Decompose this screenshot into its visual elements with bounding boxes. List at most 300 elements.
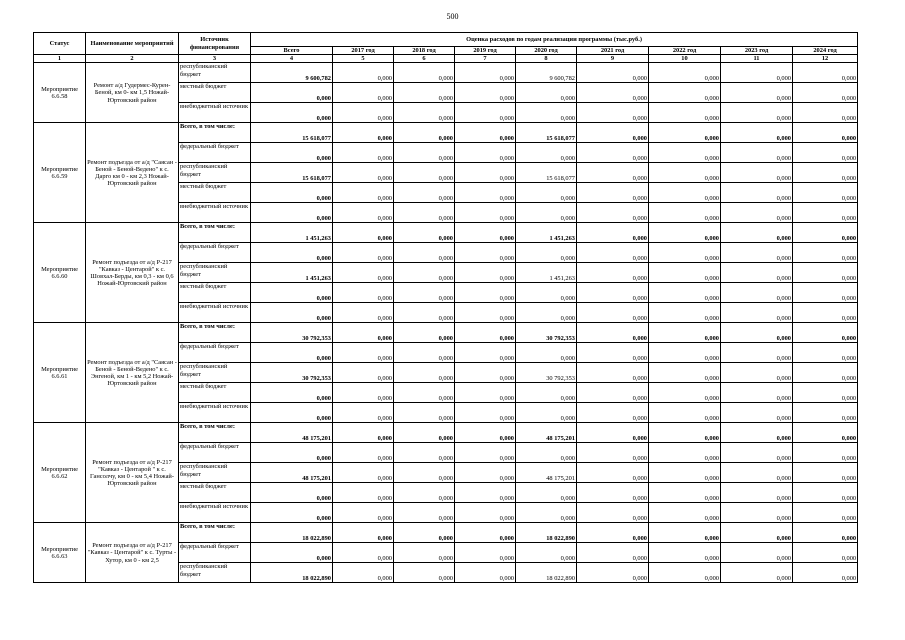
year-value: 0,000 <box>721 403 793 423</box>
year-value: 0,000 <box>516 503 577 523</box>
year-value: 0,000 <box>455 283 516 303</box>
total-value: 15 618,077 <box>251 163 333 183</box>
year-value: 0,000 <box>577 463 649 483</box>
year-value: 0,000 <box>394 363 455 383</box>
year-value: 0,000 <box>516 243 577 263</box>
year-value: 0,000 <box>577 363 649 383</box>
year-value: 0,000 <box>649 123 721 143</box>
year-value: 0,000 <box>793 143 858 163</box>
year-value: 0,000 <box>333 323 394 343</box>
year-value: 0,000 <box>721 103 793 123</box>
funding-source: федеральный бюджет <box>179 443 251 463</box>
year-value: 0,000 <box>455 203 516 223</box>
year-value: 0,000 <box>333 443 394 463</box>
year-value: 0,000 <box>333 543 394 563</box>
total-value: 0,000 <box>251 403 333 423</box>
year-value: 0,000 <box>793 523 858 543</box>
header-col-number: 8 <box>516 55 577 63</box>
header-col-number: 1 <box>34 55 86 63</box>
year-value: 0,000 <box>455 543 516 563</box>
year-value: 0,000 <box>333 363 394 383</box>
year-value: 0,000 <box>455 303 516 323</box>
year-value: 0,000 <box>516 143 577 163</box>
year-value: 0,000 <box>577 483 649 503</box>
year-value: 18 022,890 <box>516 563 577 583</box>
total-value: 0,000 <box>251 383 333 403</box>
funding-source: местный бюджет <box>179 283 251 303</box>
table-row <box>34 223 858 243</box>
year-value: 0,000 <box>394 83 455 103</box>
year-value: 0,000 <box>455 423 516 443</box>
year-value: 0,000 <box>649 363 721 383</box>
table-row <box>34 323 858 343</box>
total-value: 18 022,890 <box>251 563 333 583</box>
year-value: 0,000 <box>516 543 577 563</box>
budget-table <box>33 32 858 583</box>
total-value: 0,000 <box>251 83 333 103</box>
year-value: 0,000 <box>455 483 516 503</box>
year-value: 48 175,201 <box>516 463 577 483</box>
year-value: 0,000 <box>333 283 394 303</box>
year-value: 0,000 <box>516 203 577 223</box>
year-value: 0,000 <box>516 103 577 123</box>
total-value: 30 792,353 <box>251 363 333 383</box>
year-value: 0,000 <box>516 483 577 503</box>
year-value: 0,000 <box>333 263 394 283</box>
measure-name: Ремонт подъезда от а/д Р-217 "Кавказ - Центарой" к с. Турты - Хутор, км 0 - км 2,5 <box>86 523 179 583</box>
funding-source: Всего, в том числе: <box>179 123 251 143</box>
funding-source: республиканский бюджет <box>179 63 251 83</box>
year-value: 0,000 <box>333 103 394 123</box>
year-value: 0,000 <box>455 243 516 263</box>
year-value: 0,000 <box>793 543 858 563</box>
year-value: 0,000 <box>394 203 455 223</box>
header-col-number: 3 <box>179 55 251 63</box>
year-value: 0,000 <box>455 143 516 163</box>
year-value: 0,000 <box>455 323 516 343</box>
year-value: 0,000 <box>721 123 793 143</box>
year-value: 0,000 <box>649 323 721 343</box>
total-value: 0,000 <box>251 483 333 503</box>
year-value: 0,000 <box>577 143 649 163</box>
header-total: Всего <box>251 47 333 55</box>
funding-source: республиканский бюджет <box>179 163 251 183</box>
funding-source: внебюджетный источник <box>179 503 251 523</box>
measure-status: Мероприятие 6.6.58 <box>34 63 86 123</box>
year-value: 0,000 <box>721 83 793 103</box>
year-value: 15 618,077 <box>516 163 577 183</box>
year-value: 0,000 <box>455 223 516 243</box>
year-value: 18 022,890 <box>516 523 577 543</box>
year-value: 0,000 <box>516 383 577 403</box>
funding-source: республиканский бюджет <box>179 563 251 583</box>
year-value: 0,000 <box>577 163 649 183</box>
year-value: 0,000 <box>721 443 793 463</box>
year-value: 0,000 <box>333 83 394 103</box>
year-value: 0,000 <box>394 543 455 563</box>
header-source: Источник финансирования <box>179 33 251 55</box>
year-value: 0,000 <box>793 283 858 303</box>
year-value: 0,000 <box>577 223 649 243</box>
total-value: 0,000 <box>251 203 333 223</box>
year-value: 0,000 <box>649 503 721 523</box>
year-value: 0,000 <box>394 243 455 263</box>
year-value: 0,000 <box>516 443 577 463</box>
year-value: 0,000 <box>394 183 455 203</box>
funding-source: федеральный бюджет <box>179 343 251 363</box>
table-row <box>34 63 858 83</box>
measure-name: Ремонт подъезда от а/д Р-217 "Кавказ - Центарой" к с. Шовхал-Берды, км 0,3 - км 0,6 Ножай-Юртовский район <box>86 223 179 323</box>
year-value: 0,000 <box>793 403 858 423</box>
funding-source: местный бюджет <box>179 483 251 503</box>
year-value: 1 451,263 <box>516 223 577 243</box>
total-value: 48 175,201 <box>251 463 333 483</box>
year-value: 0,000 <box>455 463 516 483</box>
funding-source: внебюджетный источник <box>179 303 251 323</box>
year-value: 0,000 <box>455 103 516 123</box>
year-value: 0,000 <box>721 63 793 83</box>
header-year: 2018 год <box>394 47 455 55</box>
year-value: 0,000 <box>394 563 455 583</box>
year-value: 0,000 <box>333 483 394 503</box>
year-value: 0,000 <box>649 283 721 303</box>
header-status: Статус <box>34 33 86 55</box>
funding-source: внебюджетный источник <box>179 403 251 423</box>
year-value: 0,000 <box>649 243 721 263</box>
year-value: 0,000 <box>333 383 394 403</box>
funding-source: внебюджетный источник <box>179 103 251 123</box>
year-value: 0,000 <box>649 463 721 483</box>
header-year: 2022 год <box>649 47 721 55</box>
year-value: 0,000 <box>333 123 394 143</box>
year-value: 0,000 <box>577 543 649 563</box>
year-value: 0,000 <box>793 183 858 203</box>
year-value: 0,000 <box>394 143 455 163</box>
total-value: 15 618,077 <box>251 123 333 143</box>
year-value: 0,000 <box>793 483 858 503</box>
year-value: 0,000 <box>577 383 649 403</box>
funding-source: местный бюджет <box>179 383 251 403</box>
year-value: 0,000 <box>333 463 394 483</box>
funding-source: федеральный бюджет <box>179 543 251 563</box>
year-value: 30 792,353 <box>516 323 577 343</box>
year-value: 0,000 <box>577 563 649 583</box>
table-row <box>34 123 858 143</box>
year-value: 15 618,077 <box>516 123 577 143</box>
year-value: 0,000 <box>793 363 858 383</box>
year-value: 0,000 <box>577 503 649 523</box>
measure-name: Ремонт подъезда от а/д "Саясан - Беной - Беной-Ведено" к с. Энгеной, км 1 - км 5,2 Ножай-Юртовский район <box>86 323 179 423</box>
year-value: 0,000 <box>333 403 394 423</box>
year-value: 0,000 <box>793 163 858 183</box>
year-value: 0,000 <box>793 503 858 523</box>
year-value: 0,000 <box>721 503 793 523</box>
funding-source: внебюджетный источник <box>179 203 251 223</box>
year-value: 0,000 <box>721 383 793 403</box>
year-value: 0,000 <box>577 203 649 223</box>
year-value: 0,000 <box>577 123 649 143</box>
year-value: 0,000 <box>577 403 649 423</box>
year-value: 0,000 <box>649 543 721 563</box>
year-value: 0,000 <box>721 523 793 543</box>
total-value: 0,000 <box>251 503 333 523</box>
year-value: 0,000 <box>577 343 649 363</box>
year-value: 0,000 <box>649 203 721 223</box>
year-value: 0,000 <box>394 443 455 463</box>
total-value: 0,000 <box>251 443 333 463</box>
header-year: 2021 год <box>577 47 649 55</box>
year-value: 0,000 <box>394 283 455 303</box>
measure-status: Мероприятие 6.6.62 <box>34 423 86 523</box>
year-value: 0,000 <box>793 263 858 283</box>
header-col-number: 2 <box>86 55 179 63</box>
funding-source: республиканский бюджет <box>179 263 251 283</box>
year-value: 0,000 <box>577 263 649 283</box>
year-value: 0,000 <box>793 343 858 363</box>
total-value: 0,000 <box>251 303 333 323</box>
year-value: 0,000 <box>649 303 721 323</box>
total-value: 1 451,263 <box>251 223 333 243</box>
year-value: 0,000 <box>394 403 455 423</box>
year-value: 0,000 <box>394 163 455 183</box>
year-value: 0,000 <box>721 223 793 243</box>
year-value: 1 451,263 <box>516 263 577 283</box>
funding-source: республиканский бюджет <box>179 463 251 483</box>
year-value: 48 175,201 <box>516 423 577 443</box>
year-value: 0,000 <box>721 363 793 383</box>
total-value: 0,000 <box>251 103 333 123</box>
year-value: 0,000 <box>721 283 793 303</box>
year-value: 0,000 <box>333 343 394 363</box>
year-value: 0,000 <box>455 503 516 523</box>
funding-source: местный бюджет <box>179 83 251 103</box>
year-value: 0,000 <box>394 343 455 363</box>
year-value: 0,000 <box>394 303 455 323</box>
year-value: 0,000 <box>394 523 455 543</box>
header-col-number: 11 <box>721 55 793 63</box>
year-value: 0,000 <box>649 443 721 463</box>
funding-source: федеральный бюджет <box>179 143 251 163</box>
year-value: 0,000 <box>793 243 858 263</box>
year-value: 9 600,782 <box>516 63 577 83</box>
year-value: 0,000 <box>394 263 455 283</box>
year-value: 0,000 <box>394 323 455 343</box>
year-value: 0,000 <box>649 163 721 183</box>
header-estimate: Оценка расходов по годам реализации программы (тыс.руб.) <box>251 33 858 47</box>
year-value: 0,000 <box>516 343 577 363</box>
year-value: 0,000 <box>455 363 516 383</box>
header-col-number: 9 <box>577 55 649 63</box>
year-value: 0,000 <box>649 523 721 543</box>
year-value: 0,000 <box>333 523 394 543</box>
header-year: 2019 год <box>455 47 516 55</box>
year-value: 30 792,353 <box>516 363 577 383</box>
total-value: 0,000 <box>251 283 333 303</box>
year-value: 0,000 <box>649 63 721 83</box>
year-value: 0,000 <box>721 563 793 583</box>
year-value: 0,000 <box>649 83 721 103</box>
header-name: Наименование мероприятий <box>86 33 179 55</box>
year-value: 0,000 <box>649 223 721 243</box>
year-value: 0,000 <box>516 183 577 203</box>
year-value: 0,000 <box>577 443 649 463</box>
total-value: 18 022,890 <box>251 523 333 543</box>
header-year: 2024 год <box>793 47 858 55</box>
year-value: 0,000 <box>793 83 858 103</box>
year-value: 0,000 <box>394 463 455 483</box>
year-value: 0,000 <box>577 323 649 343</box>
year-value: 0,000 <box>649 143 721 163</box>
year-value: 0,000 <box>333 183 394 203</box>
year-value: 0,000 <box>577 243 649 263</box>
year-value: 0,000 <box>577 183 649 203</box>
year-value: 0,000 <box>333 423 394 443</box>
measure-name: Ремонт подъезда от а/д "Саясан - Беной - Беной-Ведено" к с. Дарго км 0 - км 2,3 Ножай-Юртовский район <box>86 123 179 223</box>
total-value: 1 451,263 <box>251 263 333 283</box>
year-value: 0,000 <box>793 203 858 223</box>
year-value: 0,000 <box>793 103 858 123</box>
year-value: 0,000 <box>721 163 793 183</box>
total-value: 0,000 <box>251 243 333 263</box>
year-value: 0,000 <box>793 463 858 483</box>
header-year: 2020 год <box>516 47 577 55</box>
year-value: 0,000 <box>649 563 721 583</box>
year-value: 0,000 <box>577 83 649 103</box>
funding-source: федеральный бюджет <box>179 243 251 263</box>
year-value: 0,000 <box>333 303 394 323</box>
year-value: 0,000 <box>577 523 649 543</box>
year-value: 0,000 <box>793 443 858 463</box>
year-value: 0,000 <box>333 503 394 523</box>
year-value: 0,000 <box>394 123 455 143</box>
year-value: 0,000 <box>793 423 858 443</box>
year-value: 0,000 <box>793 63 858 83</box>
year-value: 0,000 <box>721 303 793 323</box>
year-value: 0,000 <box>793 383 858 403</box>
header-year: 2023 год <box>721 47 793 55</box>
year-value: 0,000 <box>455 63 516 83</box>
year-value: 0,000 <box>721 203 793 223</box>
year-value: 0,000 <box>649 383 721 403</box>
funding-source: местный бюджет <box>179 183 251 203</box>
year-value: 0,000 <box>455 403 516 423</box>
year-value: 0,000 <box>455 523 516 543</box>
year-value: 0,000 <box>516 303 577 323</box>
table-row <box>34 523 858 543</box>
funding-source: Всего, в том числе: <box>179 223 251 243</box>
header-col-number: 5 <box>333 55 394 63</box>
year-value: 0,000 <box>793 223 858 243</box>
year-value: 0,000 <box>577 303 649 323</box>
year-value: 0,000 <box>455 83 516 103</box>
year-value: 0,000 <box>455 443 516 463</box>
total-value: 0,000 <box>251 343 333 363</box>
year-value: 0,000 <box>577 283 649 303</box>
year-value: 0,000 <box>455 343 516 363</box>
year-value: 0,000 <box>649 103 721 123</box>
header-col-number: 7 <box>455 55 516 63</box>
year-value: 0,000 <box>793 563 858 583</box>
page-number: 500 <box>446 12 459 21</box>
year-value: 0,000 <box>516 283 577 303</box>
year-value: 0,000 <box>649 263 721 283</box>
year-value: 0,000 <box>516 403 577 423</box>
year-value: 0,000 <box>394 223 455 243</box>
header-col-number: 12 <box>793 55 858 63</box>
year-value: 0,000 <box>394 503 455 523</box>
header-col-number: 10 <box>649 55 721 63</box>
year-value: 0,000 <box>649 483 721 503</box>
year-value: 0,000 <box>793 303 858 323</box>
year-value: 0,000 <box>455 123 516 143</box>
year-value: 0,000 <box>721 243 793 263</box>
measure-name: Ремонт подъезда от а/д Р-217 "Кавказ - Центарой " к с. Гансолчу, км 0 - км 5,4 Ножай-Юртовский район <box>86 423 179 523</box>
header-col-number: 6 <box>394 55 455 63</box>
measure-name: Ремонт а/д Гудермес-Курен-Беной, км 0- км 1,5 Ножай-Юртовский район <box>86 63 179 123</box>
total-value: 0,000 <box>251 183 333 203</box>
year-value: 0,000 <box>649 343 721 363</box>
funding-source: республиканский бюджет <box>179 363 251 383</box>
total-value: 30 792,353 <box>251 323 333 343</box>
year-value: 0,000 <box>333 203 394 223</box>
table-body <box>34 63 858 583</box>
year-value: 0,000 <box>394 103 455 123</box>
year-value: 0,000 <box>721 323 793 343</box>
year-value: 0,000 <box>394 423 455 443</box>
year-value: 0,000 <box>333 223 394 243</box>
year-value: 0,000 <box>721 263 793 283</box>
year-value: 0,000 <box>721 183 793 203</box>
year-value: 0,000 <box>721 463 793 483</box>
year-value: 0,000 <box>721 423 793 443</box>
year-value: 0,000 <box>793 123 858 143</box>
year-value: 0,000 <box>455 263 516 283</box>
total-value: 9 600,782 <box>251 63 333 83</box>
year-value: 0,000 <box>333 563 394 583</box>
funding-source: Всего, в том числе: <box>179 423 251 443</box>
year-value: 0,000 <box>577 103 649 123</box>
year-value: 0,000 <box>333 243 394 263</box>
year-value: 0,000 <box>721 143 793 163</box>
table-row <box>34 423 858 443</box>
total-value: 0,000 <box>251 143 333 163</box>
year-value: 0,000 <box>394 483 455 503</box>
year-value: 0,000 <box>455 163 516 183</box>
header-col-number: 4 <box>251 55 333 63</box>
year-value: 0,000 <box>649 183 721 203</box>
year-value: 0,000 <box>455 383 516 403</box>
year-value: 0,000 <box>333 163 394 183</box>
year-value: 0,000 <box>333 63 394 83</box>
measure-status: Мероприятие 6.6.59 <box>34 123 86 223</box>
table-header <box>34 33 858 63</box>
year-value: 0,000 <box>577 423 649 443</box>
header-year: 2017 год <box>333 47 394 55</box>
year-value: 0,000 <box>516 83 577 103</box>
year-value: 0,000 <box>394 63 455 83</box>
year-value: 0,000 <box>333 143 394 163</box>
year-value: 0,000 <box>455 563 516 583</box>
year-value: 0,000 <box>793 323 858 343</box>
year-value: 0,000 <box>577 63 649 83</box>
year-value: 0,000 <box>394 383 455 403</box>
year-value: 0,000 <box>649 403 721 423</box>
year-value: 0,000 <box>721 343 793 363</box>
measure-status: Мероприятие 6.6.60 <box>34 223 86 323</box>
measure-status: Мероприятие 6.6.61 <box>34 323 86 423</box>
measure-status: Мероприятие 6.6.63 <box>34 523 86 583</box>
total-value: 0,000 <box>251 543 333 563</box>
